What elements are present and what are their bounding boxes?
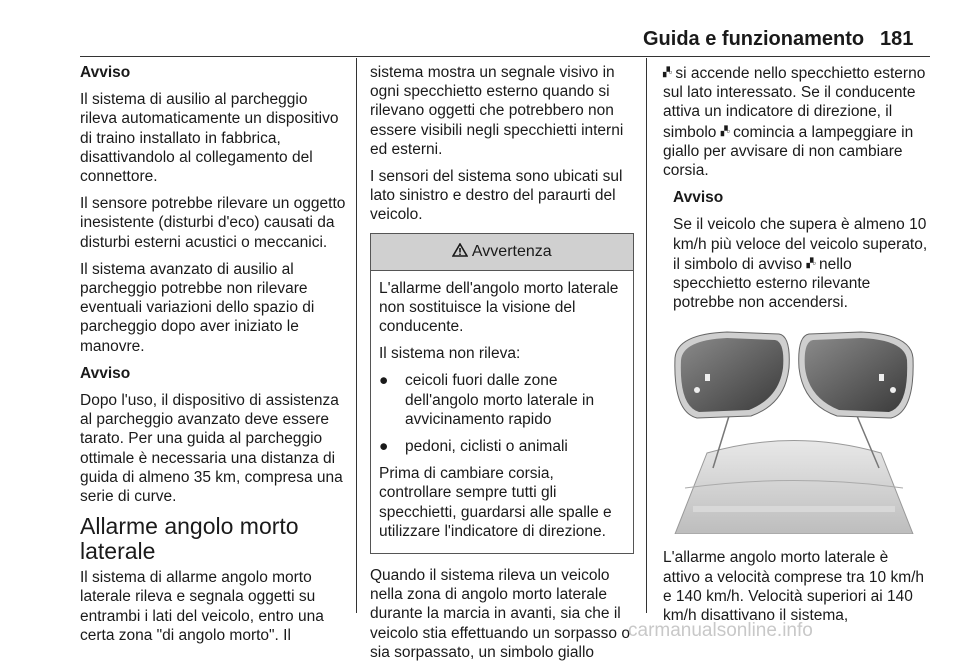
note-label: Avviso — [80, 364, 131, 382]
paragraph: sistema mostra un segnale visivo in ogni specchietto esterno quando si rilevano oggetti che potrebbero non essere visibili negli specchietti interni ed esterni. — [370, 64, 624, 158]
column-divider-2 — [646, 58, 647, 613]
list-item-text: pedoni, ciclisti o animali — [405, 438, 568, 456]
section-title: Guida e funzionamento — [643, 28, 865, 50]
paragraph: Il sensore potrebbe rilevare un oggetto inesistente (disturbi d'eco) causati da disturbi esterni acustici o meccanici. — [80, 195, 346, 251]
list-item — [379, 437, 625, 456]
warning-body — [371, 271, 633, 553]
paragraph: Quando il sistema rileva un veicolo nella zona di angolo morto laterale durante la marcia in avanti, sia che il veicolo stia effettuando un sorpasso o sia sorpassato, un simbolo giallo — [370, 567, 630, 661]
note-text: Il sistema di ausilio al parcheggio rileva automaticamente un dispositivo di traino installato in fabbrica, disattivandolo al collegamento del connettore. — [80, 91, 339, 186]
note-label: Avviso — [673, 189, 724, 207]
blind-spot-warning-icon: ▞▫ — [720, 125, 729, 136]
paragraph: Il sistema di allarme angolo morto laterale rileva e segnala oggetti su entrambi i lati del veicolo, entro una certa zona "di angolo morto". Il — [80, 569, 324, 644]
mirror-illustration — [667, 328, 921, 534]
column-1 — [80, 63, 348, 653]
note-label: Avviso — [80, 64, 131, 81]
list-item — [379, 371, 625, 429]
page-number: 181 — [880, 28, 914, 50]
column-divider-1 — [356, 58, 357, 613]
warning-text: Prima di cambiare corsia, controllare sempre tutti gli specchietti, guardarsi alle spalle e utilizzare l'indicatore di direzione. — [379, 465, 612, 540]
column-3 — [663, 63, 929, 633]
blind-spot-warning-icon: ▞▫ — [806, 257, 815, 268]
warning-box — [370, 233, 634, 554]
section-heading: Allarme angolo morto laterale — [80, 513, 299, 565]
list-item-text: ceicoli fuori dalle zone dell'angolo morto laterale in avvicinamento rapido — [405, 372, 595, 428]
warning-text: Il sistema non rileva: — [379, 345, 521, 363]
header-rule — [80, 56, 930, 57]
paragraph: ▞▫ si accende nello specchietto esterno sul lato interessato. Se il conducente attiva un indicatore di direzione, il simbolo ▞▫ comincia a lampeggiare in giallo per avvisare di non cambiare corsia. — [663, 65, 926, 180]
paragraph: I sensori del sistema sono ubicati sul lato sinistro e destro del paraurti del veicolo. — [370, 168, 623, 224]
blind-spot-warning-icon: ▞▫ — [663, 67, 672, 77]
note-text: Dopo l'uso, il dispositivo di assistenza al parcheggio avanzato deve essere tarato. Per una guida al parcheggio ottimale è necessaria una distanza di guida di almeno 35 km, compresa una serie di curve. — [80, 392, 343, 506]
note-block — [663, 188, 929, 312]
warning-header — [371, 234, 633, 271]
paragraph: L'allarme angolo morto laterale è attivo a velocità comprese tra 10 km/h e 140 km/h. Velocità superiori ai 140 km/h disattivano il sistema, — [663, 549, 925, 625]
watermark: carmanualsonline.info — [628, 620, 813, 641]
warning-title: Avvertenza — [471, 242, 552, 260]
paragraph: Il sistema avanzato di ausilio al parcheggio potrebbe non rilevare eventuali variazioni dello spazio di parcheggio dopo aver iniziato le manovre. — [80, 260, 315, 355]
warning-triangle-icon — [452, 243, 472, 260]
note-text: Se il veicolo che supera è almeno 10 km/h più veloce del veicolo superato, il simbolo di avviso ▞▫ nello specchietto esterno rilevante potrebbe non accendersi. — [673, 216, 928, 312]
column-2 — [370, 63, 634, 670]
warning-text: L'allarme dell'angolo morto laterale non sostituisce la visione del conducente. — [379, 279, 619, 336]
bullet-icon: ● — [379, 372, 389, 390]
bullet-icon: ● — [379, 438, 389, 456]
page-header — [0, 28, 960, 54]
